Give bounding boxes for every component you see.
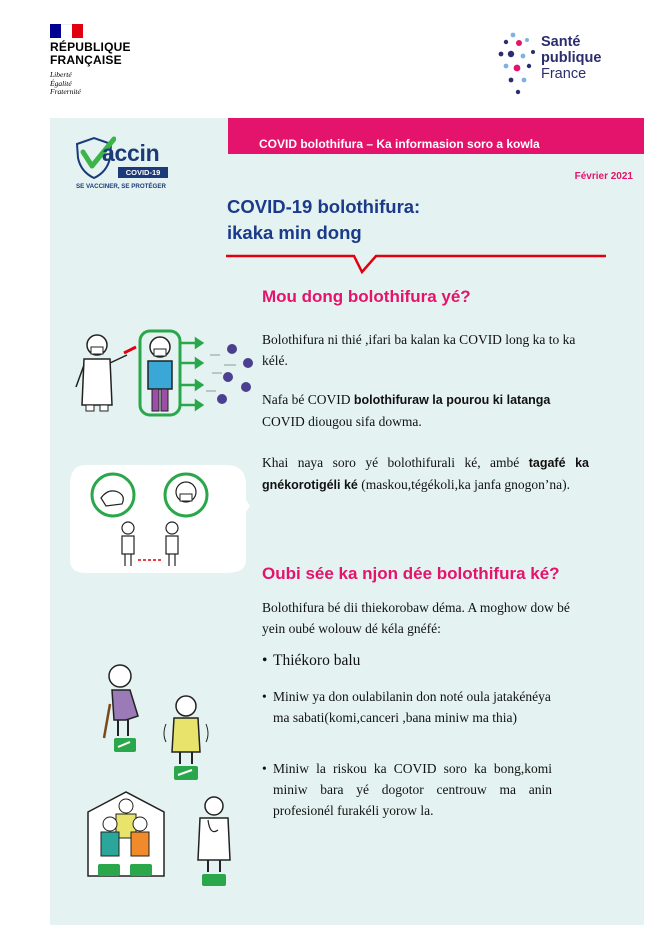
health-worker-icon xyxy=(198,797,230,886)
rf-motto: Liberté Égalité Fraternité xyxy=(50,70,81,96)
section1-title: Mou dong bolothifura yé? xyxy=(262,287,471,306)
banner xyxy=(228,118,644,154)
section1-paragraph1: Bolothifura ni thié ,ifari ba kalan ka COVID long ka to ka kélé. xyxy=(262,332,576,368)
bullet-item: • Miniw ya don oulabilanin don noté oula jatakénéya ma sabati(komi,canceri ,bana miniw ma thia) xyxy=(262,689,551,725)
section2-title: Oubi sée ka njon dée bolothifura ké? xyxy=(262,564,560,583)
banner-text: COVID bolothifura – Ka informasion soro a kowla xyxy=(259,137,540,151)
motion-lines xyxy=(206,355,236,391)
covid-badge: COVID-19 xyxy=(118,167,168,178)
vaccin-tagline: SE VACCINER, SE PROTÉGER xyxy=(76,183,166,190)
vaccination-illustration xyxy=(72,325,257,420)
doctor-icon xyxy=(76,335,136,411)
patient-icon xyxy=(140,331,180,415)
rf-title: RÉPUBLIQUE FRANÇAISE xyxy=(50,40,131,67)
elderly-person-cane-icon xyxy=(104,665,138,752)
vaccin-word: accin xyxy=(102,140,160,166)
spf-dots-icon xyxy=(497,30,539,100)
sante-publique-france-logo xyxy=(497,30,627,100)
barrier-gestures-illustration xyxy=(66,460,251,578)
elderly-person-icon xyxy=(164,696,208,780)
bullet-item: • Thiékoro balu xyxy=(262,652,361,669)
protection-arrows xyxy=(180,339,202,409)
vaccine-badge-icon xyxy=(202,874,226,886)
care-home-icon xyxy=(88,792,164,876)
french-flag-icon xyxy=(50,24,83,38)
publication-date: Février 2021 xyxy=(574,171,633,182)
section1-paragraph3: Khai naya soro yé bolothifurali ké, ambé tagafé ka gnékorotigéli ké (maskou,tégékoli,ka janfa gnogon’na). xyxy=(262,455,589,492)
care-home-illustration xyxy=(86,790,246,890)
spf-text: Santé publique France xyxy=(541,34,602,82)
section2-intro: Bolothifura bé dii thiekorobaw déma. A moghow dow bé yein oubé wolouw dé kéla gnéfé: xyxy=(262,600,570,636)
virus-icons xyxy=(217,344,253,404)
section1-paragraph2: Nafa bé COVID bolothifuraw la pourou ki latanga COVID diougou sifa dowma. xyxy=(262,392,551,429)
vaccin-covid-logo xyxy=(74,136,174,194)
republique-francaise-logo xyxy=(50,24,170,104)
title-speech-line xyxy=(226,248,606,274)
elderly-illustration xyxy=(100,662,220,787)
bullet-item: • Miniw la riskou ka COVID soro ka bong,komi miniw bara yé dogotor centrouw ma anin profesionél furakéli yorow la. xyxy=(262,761,552,818)
page-title: COVID-19 bolothifura: ikaka min dong xyxy=(227,196,421,243)
